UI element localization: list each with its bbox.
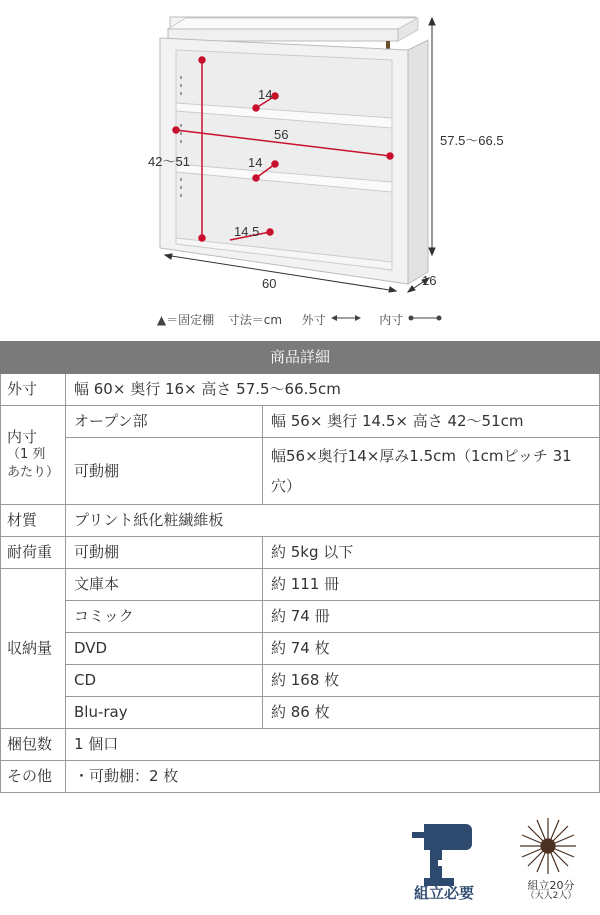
dim-bottom-depth: 14.5 (234, 224, 260, 239)
storage-value: 約 111 冊 (263, 569, 600, 601)
row-value: 約 5kg 以下 (263, 537, 600, 569)
storage-value: 約 74 枚 (263, 633, 600, 665)
assembly-time: 組立20分 (527, 879, 575, 892)
storage-value: 約 74 冊 (263, 601, 600, 633)
table-row (1, 665, 600, 697)
row-label: 収納量 (1, 569, 66, 729)
table-row (1, 374, 600, 406)
row-label: 材質 (1, 505, 66, 537)
legend-outer: 外寸 (301, 313, 326, 327)
legend-unit: 寸法＝cm (227, 313, 283, 327)
inner-label: 内寸 (7, 428, 38, 446)
footer-icons (0, 812, 600, 915)
assembly-people: （大人2人） (525, 891, 577, 901)
storage-value: 約 168 枚 (263, 665, 600, 697)
dimension-legend (0, 311, 600, 331)
row-value: プリント紙化粧繊維板 (66, 505, 600, 537)
row-value: 幅56×奥行14×厚み1.5cm（1cmピッチ 31 穴） (263, 438, 600, 505)
table-row (1, 729, 600, 761)
storage-item: コミック (66, 601, 263, 633)
storage-value: 約 86 枚 (263, 697, 600, 729)
table-row (1, 697, 600, 729)
table-row (1, 569, 600, 601)
row-value: 1 個口 (66, 729, 600, 761)
row-value: 幅 56× 奥行 14.5× 高さ 42～51cm (263, 406, 600, 438)
row-sublabel: 可動棚 (66, 537, 263, 569)
table-title: 商品詳細 (1, 342, 600, 374)
assembly-required-label: 組立必要 (414, 884, 475, 902)
dim-outer-depth: 16 (422, 273, 437, 288)
row-sublabel: 可動棚 (66, 438, 263, 505)
table-row (1, 633, 600, 665)
inner-sublabel: （1 列 あたり） (7, 447, 60, 480)
row-label: 外寸 (1, 374, 66, 406)
storage-item: CD (66, 665, 263, 697)
dim-inner-width: 56 (274, 127, 289, 142)
drill-icon (412, 824, 472, 886)
row-sublabel: オープン部 (66, 406, 263, 438)
storage-item: DVD (66, 633, 263, 665)
dim-outer-height: 57.5～66.5 (440, 133, 504, 148)
row-label: 梱包数 (1, 729, 66, 761)
table-row (1, 438, 600, 505)
dim-open-height: 42～51 (148, 154, 190, 169)
table-row (1, 537, 600, 569)
assembly-time-label (518, 880, 584, 902)
dim-outer-width: 60 (262, 276, 277, 291)
legend-fixed-shelf: ▲＝固定棚 (156, 313, 215, 327)
storage-item: 文庫本 (66, 569, 263, 601)
clock-burst-icon (520, 818, 576, 874)
dim-shelf-height-2: 14 (248, 155, 263, 170)
product-diagram (0, 0, 600, 340)
legend-inner: 内寸 (379, 313, 404, 327)
table-row (1, 505, 600, 537)
dim-shelf-height: 14 (258, 87, 273, 102)
row-label: その他 (1, 761, 66, 793)
table-row (1, 601, 600, 633)
table-row (1, 761, 600, 793)
row-label-inner (1, 406, 66, 505)
spec-table (0, 341, 600, 793)
table-row (1, 406, 600, 438)
row-value: ・可動棚：2 枚 (66, 761, 600, 793)
row-value: 幅 60× 奥行 16× 高さ 57.5～66.5cm (66, 374, 600, 406)
inner-dot-line-icon (407, 313, 443, 323)
row-label: 耐荷重 (1, 537, 66, 569)
outer-arrow-icon (330, 313, 362, 323)
storage-item: Blu-ray (66, 697, 263, 729)
